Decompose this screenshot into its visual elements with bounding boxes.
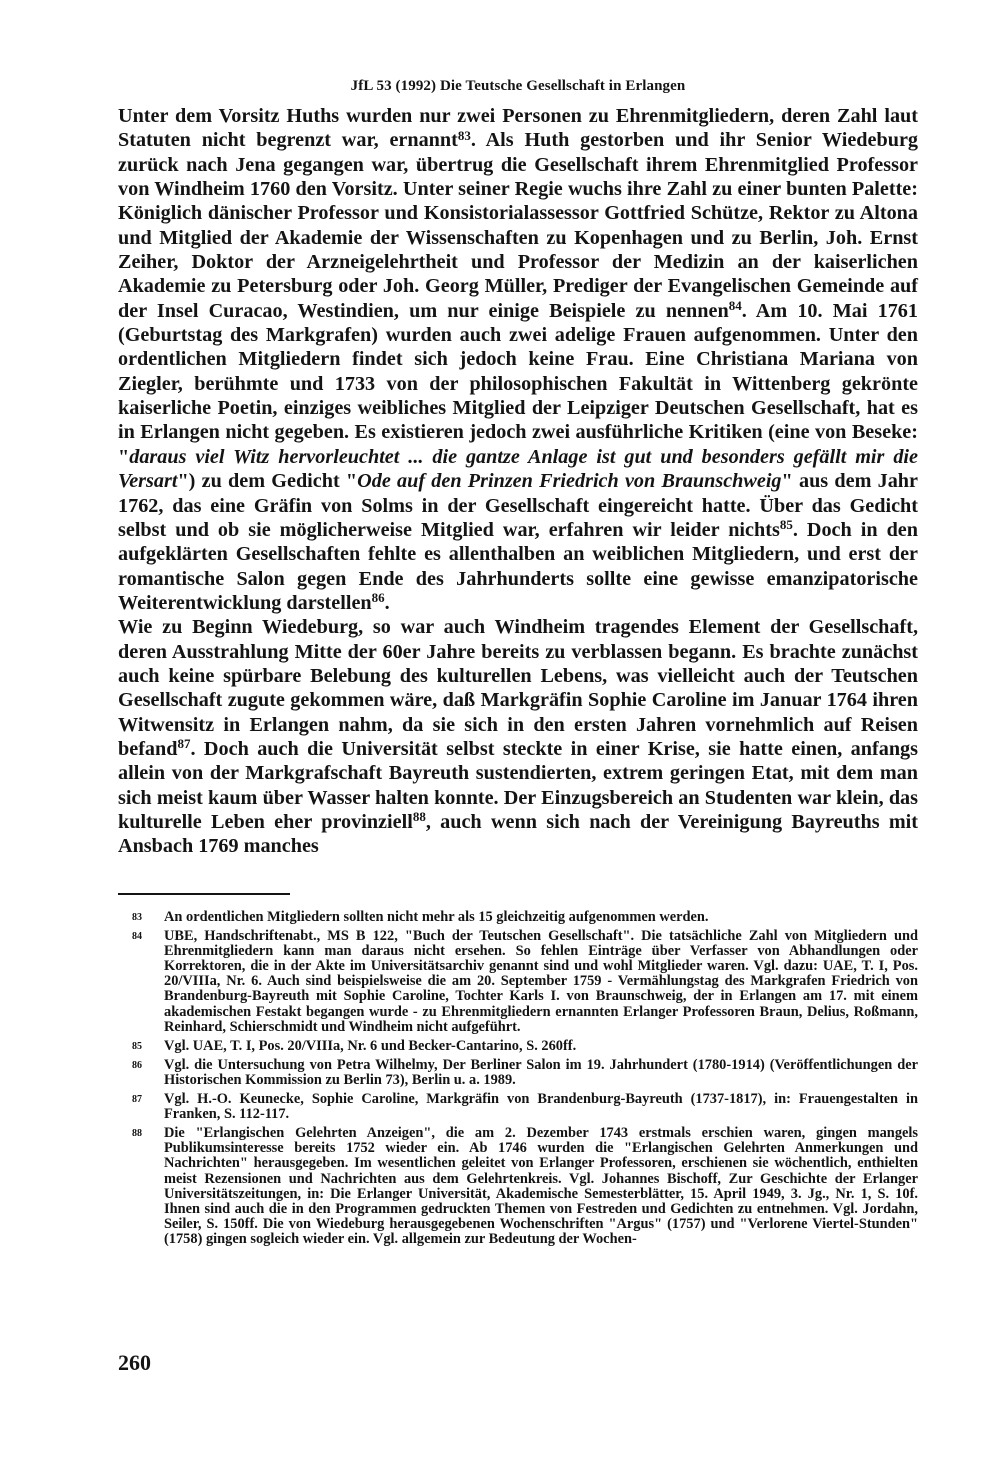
footnote-86 — [118, 1058, 918, 1088]
footnote-83 — [118, 910, 918, 925]
footnote-85 — [118, 1039, 918, 1054]
footnote-ref-84[interactable]: 84 — [728, 298, 742, 314]
text-run: . — [384, 591, 390, 614]
footnote-number: 83 — [132, 912, 142, 923]
paragraph-2 — [118, 615, 918, 858]
text-run: . Am 10. Mai 1761 (Geburtstag des Markgrafen) wurden auch zwei adelige Frauen aufgenommen. Unter den ordentlichen Mitgliedern findet sich jedoch keine Frau. Eine Christiana Mariana von Ziegler, berühmte und 1733 von der philosophischen Fakultät in Wittenberg gekrönte kaiserliche Poetin, einziges weibliches Mitglied der Leipziger Deutschen Gesellschaft, hat es in Erlangen nicht gegeben. Es existieren jedoch zwei ausführliche Kritiken (eine von Beseke: " — [118, 299, 918, 468]
footnote-text: UBE, Handschriftenabt., MS B 122, "Buch der Teutschen Gesellschaft". Die tatsächliche Zahl von Mitgliedern und Ehrenmitgliedern kann man daraus nicht ersehen. So fehlen Einträge über Verfasser von Abhandlungen oder Korrektoren, die in der Akte im Universitätsarchiv genannt sind und wohl Mitglieder waren. Vgl. dazu: UAE, T. I, Pos. 20/VIIIa, Nr. 6. Auch sind beispielsweise die am 20. September 1759 - Vermählungstag des Markgrafen Friedrich von Brandenburg-Bayreuth mit Sophie Caroline, Tochter Karls I. von Braunschweig, der in Erlangen am 17. mit einem akademischen Festakt begangen wurde - zu Ehrenmitgliedern ernannten Erlanger Professoren Braun, Delius, Roßmann, Reinhard, Schierschmidt und Windheim nicht aufgeführt. — [164, 928, 918, 1035]
footnote-number: 88 — [132, 1128, 142, 1140]
text-run: . Doch auch die Universität selbst steckte in einer Krise, sie hatte einen, anfangs allein von der Markgrafschaft Bayreuth sustendierten, extrem geringen Etat, mit dem man sich meist kaum über Wasser halten konnte. Der Einzugsbereich an Studenten war klein, das kulturelle Leben eher provinziell — [118, 737, 918, 833]
italic-poem-title: Ode auf den Prinzen Friedrich von Braunschweig — [357, 470, 782, 493]
footnote-text: Die "Erlangischen Gelehrten Anzeigen", die am 2. Dezember 1743 erstmals erschien waren, gingen mangels Publikumsinteresse bereits 1752 wieder ein. Ab 1746 wurden die "Erlangischen Gelehrten Anmerkungen und Nachrichten" herausgegeben. Im wesentlichen geleitet von Erlanger Professoren, erschienen sie wöchentlich, enthielten meist Rezensionen und Nachrichten aus dem Gelehrtenkreis. Vgl. Johannes Bischoff, Zur Geschichte der Erlanger Universitätszeitungen, in: Die Erlanger Universität, Akademische Semesterblätter, 15. April 1949, 3. Jg., Nr. 1, S. 10f. Ihnen sind auch die in den Programmen gedruckten Themen von Festreden und Gedichten zu entnehmen. Vgl. Jordahn, Seiler, S. 150ff. Die von Wiedeburg herausgegebenen Wochenschriften "Argus" (1757) und "Verlorene Viertel-Stunden" (1758) gingen sogleich wieder ein. Vgl. allgemein zur Bedeutung der Wochen- — [164, 1125, 918, 1247]
text-run: . Als Huth gestorben und ihr Senior Wiedeburg zurück nach Jena gegangen war, übertrug die Gesellschaft ihrem Ehrenmitglied Professor von Windheim 1760 den Vorsitz. Unter seiner Regie wuchs ihre Zahl zu einer bunten Palette: Königlich dänischer Professor und Konsistorialassessor Gottfried Schütze, Rektor zu Altona und Mitglied der Akademie der Wissenschaften zu Kopenhagen und zu Berlin, Joh. Ernst Zeiher, Doktor der Arzneigelehrtheit und Professor der Medizin an der kaiserlichen Akademie zu Petersburg oder Joh. Georg Müller, Prediger der Evangelischen Gemeinde auf der Insel Curacao, Westindien, um nur einige Beispiele zu nennen — [118, 129, 918, 322]
footnote-ref-86[interactable]: 86 — [371, 590, 385, 606]
footnote-number: 87 — [132, 1094, 142, 1106]
footnote-87 — [118, 1092, 918, 1122]
footnote-ref-88[interactable]: 88 — [412, 809, 426, 825]
italic-quote: daraus viel Witz hervorleuchtet ... die gantze Anlage ist gut und besonders gefällt mir die Versart — [118, 445, 918, 493]
paragraph-1 — [118, 104, 918, 615]
footnote-text: Vgl. H.-O. Keunecke, Sophie Caroline, Markgräfin von Brandenburg-Bayreuth (1737-1817), in: Frauengestalten in Franken, S. 112-117. — [164, 1091, 918, 1123]
footnote-88 — [118, 1126, 918, 1247]
footnote-number: 84 — [132, 931, 142, 943]
page-number: 260 — [118, 1350, 151, 1375]
footnote-separator — [118, 893, 290, 895]
footnote-ref-83[interactable]: 83 — [457, 127, 471, 143]
footnote-ref-85[interactable]: 85 — [779, 517, 793, 533]
text-run: Unter dem Vorsitz Huths wurden nur zwei Personen zu Ehrenmitgliedern, deren Zahl laut Statuten nicht begrenzt war, ernannt — [118, 105, 918, 152]
running-head: JfL 53 (1992) Die Teutsche Gesellschaft in Erlangen — [350, 78, 686, 94]
footnote-ref-87[interactable]: 87 — [177, 736, 191, 752]
footnote-text: Vgl. UAE, T. I, Pos. 20/VIIIa, Nr. 6 und Becker-Cantarino, S. 260ff. — [164, 1037, 577, 1054]
text-run: ") zu dem Gedicht " — [177, 470, 358, 493]
footnote-number: 85 — [132, 1040, 142, 1052]
footnote-84 — [118, 929, 918, 1035]
main-text — [118, 104, 918, 859]
text-run: . Doch in den aufgeklärten Gesellschaften fehlte es allenthalben an weiblichen Mitgliedern, und erst der romantische Salon gegen Ende des Jahrhunderts sollte eine gewisse emanzipatorische Weiterentwicklung darstellen — [118, 518, 918, 614]
text-run: " aus dem Jahr 1762, das eine Gräfin von Solms in der Gesellschaft eingereicht hatte. Über das Gedicht selbst und ob sie möglicherweise Mitglied war, erfahren wir leider nichts — [118, 470, 918, 541]
footnote-text: Vgl. die Untersuchung von Petra Wilhelmy, Der Berliner Salon im 19. Jahrhundert (1780-1914) (Veröffentlichungen der Historischen Kommission zu Berlin 73), Berlin u. a. 1989. — [164, 1056, 918, 1088]
text-run: Wie zu Beginn Wiedeburg, so war auch Windheim tragendes Element der Gesellschaft, deren Ausstrahlung Mitte der 60er Jahre bereits zu verblassen begann. Es brachte zunächst auch keine spürbare Belebung des kulturellen Lebens, was vielleicht auch der Teutschen Gesellschaft zugute gekommen wäre, daß Markgräfin Sophie Caroline im Januar 1764 ihren Witwensitz in Erlangen nahm, da sie sich in den ersten Jahren vornehmlich auf Reisen befand — [118, 616, 918, 760]
footnotes — [118, 910, 918, 1251]
footnote-text: An ordentlichen Mitgliedern sollten nicht mehr als 15 gleichzeitig aufgenommen werden. — [164, 909, 709, 925]
footnote-number: 86 — [132, 1059, 142, 1071]
text-run: , auch wenn sich nach der Vereinigung Bayreuths mit Ansbach 1769 manches — [118, 810, 919, 858]
